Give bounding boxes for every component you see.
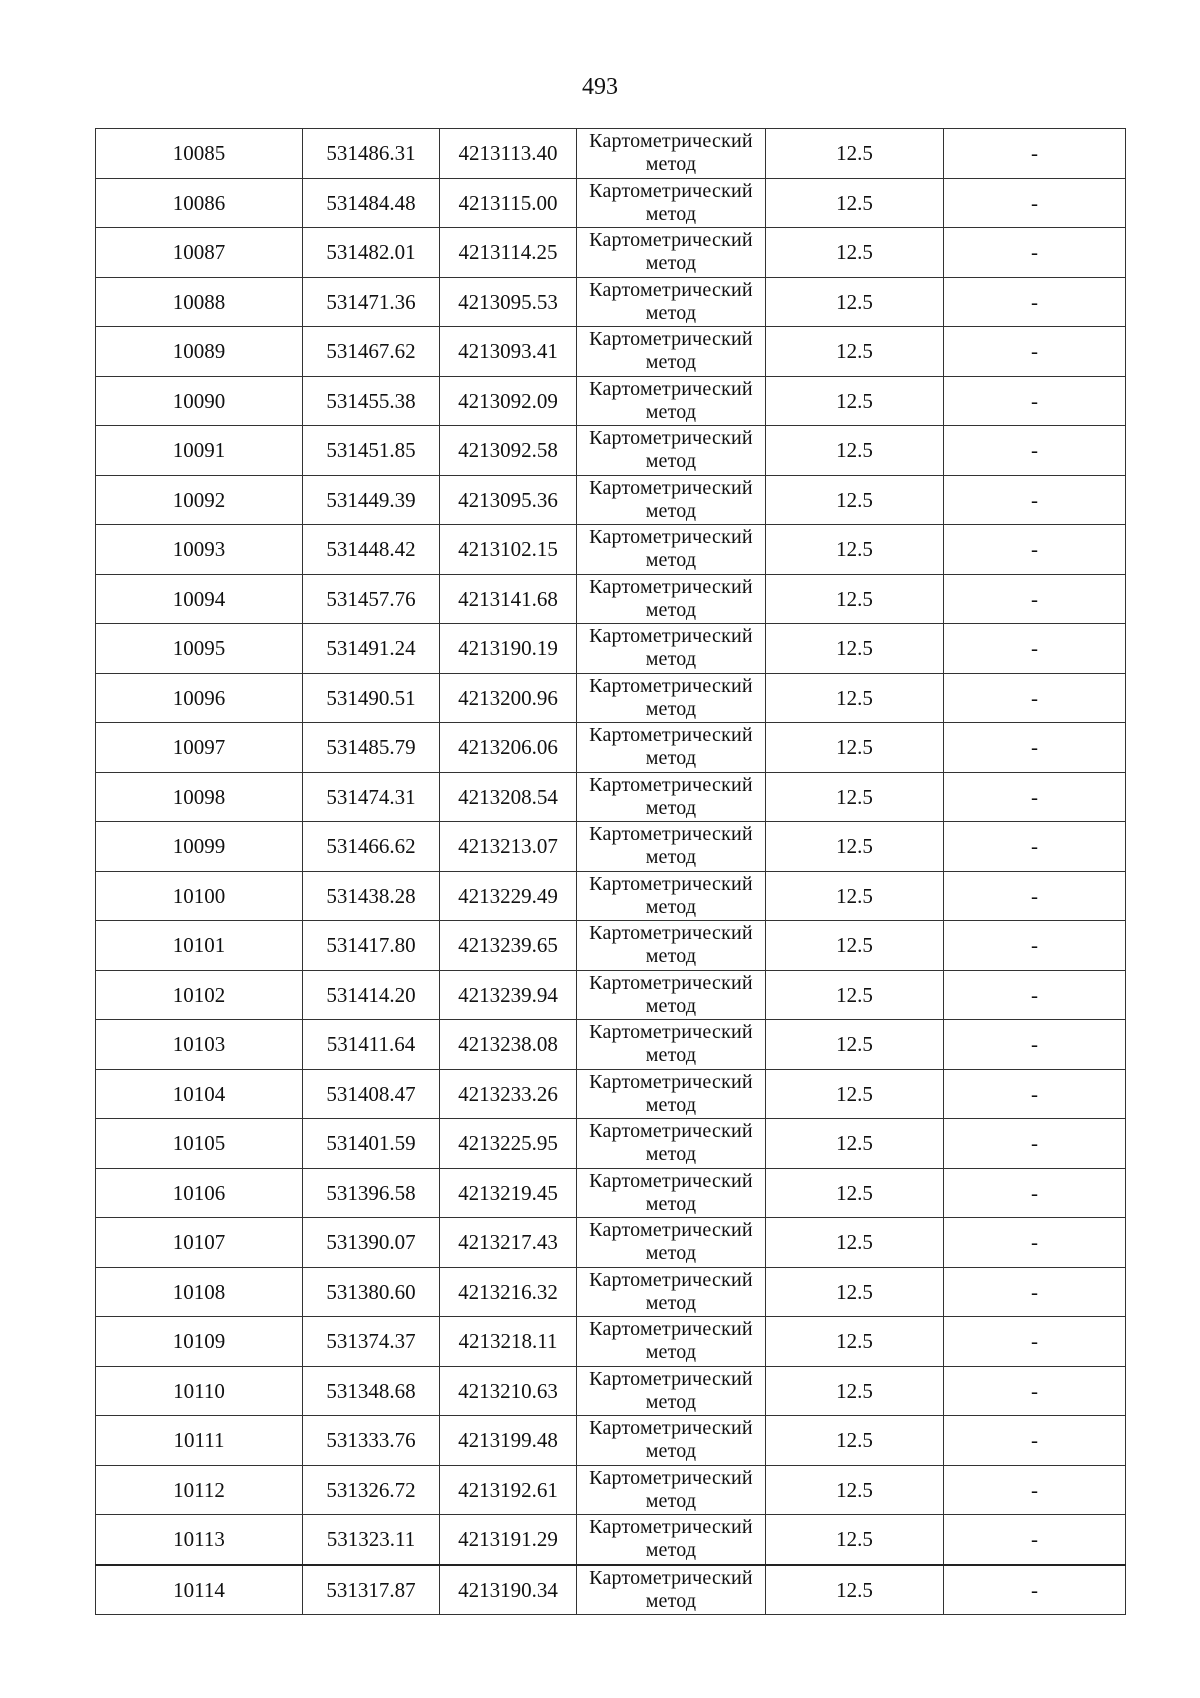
x-coordinate-cell: 531484.48 — [303, 178, 440, 228]
point-id-cell: 10088 — [96, 277, 303, 327]
point-id-cell: 10108 — [96, 1267, 303, 1317]
y-coordinate-cell: 4213115.00 — [440, 178, 577, 228]
accuracy-cell: 12.5 — [766, 1465, 944, 1515]
x-coordinate-cell: 531374.37 — [303, 1317, 440, 1367]
accuracy-cell: 12.5 — [766, 1317, 944, 1367]
point-id-cell: 10086 — [96, 178, 303, 228]
x-coordinate-cell: 531414.20 — [303, 970, 440, 1020]
method-line-2: метод — [645, 846, 697, 869]
x-coordinate-cell: 531491.24 — [303, 624, 440, 674]
note-cell: - — [944, 624, 1126, 674]
note-cell: - — [944, 1020, 1126, 1070]
table-body — [96, 129, 1126, 1615]
note-cell: - — [944, 1317, 1126, 1367]
y-coordinate-cell: 4213113.40 — [440, 129, 577, 179]
table-row — [96, 822, 1126, 872]
accuracy-cell: 12.5 — [766, 723, 944, 773]
method-cell — [577, 921, 766, 971]
method-line-1: Картометрический — [589, 1070, 753, 1093]
point-id-cell: 10102 — [96, 970, 303, 1020]
note-cell: - — [944, 228, 1126, 278]
table-row — [96, 1218, 1126, 1268]
point-id-cell: 10106 — [96, 1168, 303, 1218]
note-cell: - — [944, 1119, 1126, 1169]
accuracy-cell: 12.5 — [766, 525, 944, 575]
method-cell — [577, 327, 766, 377]
table-row — [96, 1366, 1126, 1416]
table-row — [96, 921, 1126, 971]
table-row — [96, 1020, 1126, 1070]
method-line-2: метод — [645, 1192, 697, 1215]
accuracy-cell: 12.5 — [766, 673, 944, 723]
x-coordinate-cell: 531333.76 — [303, 1416, 440, 1466]
point-id-cell: 10085 — [96, 129, 303, 179]
point-id-cell: 10090 — [96, 376, 303, 426]
x-coordinate-cell: 531390.07 — [303, 1218, 440, 1268]
method-line-1: Картометрический — [589, 872, 753, 895]
point-id-cell: 10095 — [96, 624, 303, 674]
x-coordinate-cell: 531449.39 — [303, 475, 440, 525]
method-line-2: метод — [645, 1489, 697, 1512]
method-line-1: Картометрический — [589, 1169, 753, 1192]
note-cell: - — [944, 871, 1126, 921]
accuracy-cell: 12.5 — [766, 1020, 944, 1070]
method-line-1: Картометрический — [589, 1516, 753, 1539]
method-line-1: Картометрический — [589, 1367, 753, 1390]
note-cell: - — [944, 723, 1126, 773]
method-line-2: метод — [645, 549, 697, 572]
y-coordinate-cell: 4213191.29 — [440, 1515, 577, 1565]
method-cell — [577, 178, 766, 228]
point-id-cell: 10089 — [96, 327, 303, 377]
method-line-2: метод — [645, 747, 697, 770]
point-id-cell: 10092 — [96, 475, 303, 525]
point-id-cell: 10096 — [96, 673, 303, 723]
x-coordinate-cell: 531438.28 — [303, 871, 440, 921]
table-row — [96, 772, 1126, 822]
method-line-1: Картометрический — [589, 377, 753, 400]
method-line-1: Картометрический — [589, 922, 753, 945]
method-line-2: метод — [645, 1242, 697, 1265]
x-coordinate-cell: 531323.11 — [303, 1515, 440, 1565]
table-row — [96, 178, 1126, 228]
table-row — [96, 1416, 1126, 1466]
point-id-cell: 10087 — [96, 228, 303, 278]
table-row — [96, 574, 1126, 624]
method-line-1: Картометрический — [589, 1268, 753, 1291]
y-coordinate-cell: 4213190.34 — [440, 1565, 577, 1615]
method-line-2: метод — [645, 1390, 697, 1413]
note-cell: - — [944, 673, 1126, 723]
accuracy-cell: 12.5 — [766, 1119, 944, 1169]
y-coordinate-cell: 4213092.58 — [440, 426, 577, 476]
x-coordinate-cell: 531482.01 — [303, 228, 440, 278]
note-cell: - — [944, 1565, 1126, 1615]
method-line-2: метод — [645, 499, 697, 522]
note-cell: - — [944, 1069, 1126, 1119]
accuracy-cell: 12.5 — [766, 1218, 944, 1268]
method-cell — [577, 624, 766, 674]
point-id-cell: 10105 — [96, 1119, 303, 1169]
method-line-2: метод — [645, 450, 697, 473]
method-cell — [577, 1565, 766, 1615]
y-coordinate-cell: 4213208.54 — [440, 772, 577, 822]
point-id-cell: 10103 — [96, 1020, 303, 1070]
table-row — [96, 871, 1126, 921]
method-cell — [577, 871, 766, 921]
method-cell — [577, 277, 766, 327]
method-line-2: метод — [645, 1044, 697, 1067]
y-coordinate-cell: 4213102.15 — [440, 525, 577, 575]
method-cell — [577, 1119, 766, 1169]
y-coordinate-cell: 4213219.45 — [440, 1168, 577, 1218]
accuracy-cell: 12.5 — [766, 129, 944, 179]
method-line-2: метод — [645, 1341, 697, 1364]
note-cell: - — [944, 1168, 1126, 1218]
accuracy-cell: 12.5 — [766, 1168, 944, 1218]
point-id-cell: 10094 — [96, 574, 303, 624]
method-cell — [577, 1069, 766, 1119]
method-line-2: метод — [645, 945, 697, 968]
note-cell: - — [944, 475, 1126, 525]
point-id-cell: 10112 — [96, 1465, 303, 1515]
note-cell: - — [944, 1515, 1126, 1565]
accuracy-cell: 12.5 — [766, 822, 944, 872]
method-line-1: Картометрический — [589, 1318, 753, 1341]
y-coordinate-cell: 4213206.06 — [440, 723, 577, 773]
table-row — [96, 1465, 1126, 1515]
accuracy-cell: 12.5 — [766, 1366, 944, 1416]
y-coordinate-cell: 4213141.68 — [440, 574, 577, 624]
table-row — [96, 1119, 1126, 1169]
point-id-cell: 10107 — [96, 1218, 303, 1268]
point-id-cell: 10098 — [96, 772, 303, 822]
method-cell — [577, 1366, 766, 1416]
method-cell — [577, 376, 766, 426]
point-id-cell: 10114 — [96, 1565, 303, 1615]
y-coordinate-cell: 4213199.48 — [440, 1416, 577, 1466]
table-row — [96, 228, 1126, 278]
table-row — [96, 129, 1126, 179]
table-row — [96, 475, 1126, 525]
point-id-cell: 10113 — [96, 1515, 303, 1565]
coordinates-table — [95, 128, 1126, 1615]
method-line-1: Картометрический — [589, 1120, 753, 1143]
y-coordinate-cell: 4213239.65 — [440, 921, 577, 971]
method-line-2: метод — [645, 252, 697, 275]
accuracy-cell: 12.5 — [766, 624, 944, 674]
method-line-1: Картометрический — [589, 427, 753, 450]
note-cell: - — [944, 970, 1126, 1020]
accuracy-cell: 12.5 — [766, 1565, 944, 1615]
note-cell: - — [944, 822, 1126, 872]
x-coordinate-cell: 531485.79 — [303, 723, 440, 773]
point-id-cell: 10097 — [96, 723, 303, 773]
accuracy-cell: 12.5 — [766, 1069, 944, 1119]
note-cell: - — [944, 1465, 1126, 1515]
method-cell — [577, 1416, 766, 1466]
note-cell: - — [944, 574, 1126, 624]
x-coordinate-cell: 531317.87 — [303, 1565, 440, 1615]
table-row — [96, 1168, 1126, 1218]
note-cell: - — [944, 178, 1126, 228]
method-line-1: Картометрический — [589, 773, 753, 796]
accuracy-cell: 12.5 — [766, 475, 944, 525]
y-coordinate-cell: 4213225.95 — [440, 1119, 577, 1169]
method-line-1: Картометрический — [589, 130, 753, 153]
point-id-cell: 10104 — [96, 1069, 303, 1119]
point-id-cell: 10101 — [96, 921, 303, 971]
method-line-1: Картометрический — [589, 674, 753, 697]
method-line-1: Картометрический — [589, 1566, 753, 1589]
note-cell: - — [944, 1366, 1126, 1416]
y-coordinate-cell: 4213218.11 — [440, 1317, 577, 1367]
method-cell — [577, 1168, 766, 1218]
y-coordinate-cell: 4213210.63 — [440, 1366, 577, 1416]
method-cell — [577, 673, 766, 723]
page-number: 493 — [582, 74, 618, 100]
note-cell: - — [944, 1218, 1126, 1268]
accuracy-cell: 12.5 — [766, 426, 944, 476]
method-line-1: Картометрический — [589, 229, 753, 252]
x-coordinate-cell: 531326.72 — [303, 1465, 440, 1515]
y-coordinate-cell: 4213093.41 — [440, 327, 577, 377]
y-coordinate-cell: 4213095.53 — [440, 277, 577, 327]
x-coordinate-cell: 531408.47 — [303, 1069, 440, 1119]
method-line-2: метод — [645, 1291, 697, 1314]
method-line-2: метод — [645, 648, 697, 671]
method-line-1: Картометрический — [589, 1417, 753, 1440]
x-coordinate-cell: 531348.68 — [303, 1366, 440, 1416]
method-line-1: Картометрический — [589, 724, 753, 747]
x-coordinate-cell: 531457.76 — [303, 574, 440, 624]
accuracy-cell: 12.5 — [766, 772, 944, 822]
method-line-1: Картометрический — [589, 575, 753, 598]
y-coordinate-cell: 4213213.07 — [440, 822, 577, 872]
accuracy-cell: 12.5 — [766, 1267, 944, 1317]
method-line-2: метод — [645, 1093, 697, 1116]
x-coordinate-cell: 531380.60 — [303, 1267, 440, 1317]
method-line-1: Картометрический — [589, 328, 753, 351]
note-cell: - — [944, 277, 1126, 327]
method-line-2: метод — [645, 1143, 697, 1166]
y-coordinate-cell: 4213192.61 — [440, 1465, 577, 1515]
note-cell: - — [944, 921, 1126, 971]
accuracy-cell: 12.5 — [766, 277, 944, 327]
note-cell: - — [944, 1416, 1126, 1466]
accuracy-cell: 12.5 — [766, 921, 944, 971]
method-cell — [577, 574, 766, 624]
x-coordinate-cell: 531455.38 — [303, 376, 440, 426]
method-line-2: метод — [645, 598, 697, 621]
method-cell — [577, 1317, 766, 1367]
y-coordinate-cell: 4213233.26 — [440, 1069, 577, 1119]
x-coordinate-cell: 531471.36 — [303, 277, 440, 327]
table-row — [96, 970, 1126, 1020]
note-cell: - — [944, 1267, 1126, 1317]
method-line-2: метод — [645, 400, 697, 423]
method-line-1: Картометрический — [589, 526, 753, 549]
y-coordinate-cell: 4213114.25 — [440, 228, 577, 278]
method-line-1: Картометрический — [589, 476, 753, 499]
method-cell — [577, 1020, 766, 1070]
accuracy-cell: 12.5 — [766, 574, 944, 624]
note-cell: - — [944, 129, 1126, 179]
x-coordinate-cell: 531486.31 — [303, 129, 440, 179]
note-cell: - — [944, 525, 1126, 575]
method-cell — [577, 970, 766, 1020]
y-coordinate-cell: 4213217.43 — [440, 1218, 577, 1268]
method-line-2: метод — [645, 1440, 697, 1463]
method-line-2: метод — [645, 1589, 697, 1612]
method-line-2: метод — [645, 697, 697, 720]
method-cell — [577, 822, 766, 872]
table-row — [96, 1515, 1126, 1565]
y-coordinate-cell: 4213095.36 — [440, 475, 577, 525]
note-cell: - — [944, 376, 1126, 426]
y-coordinate-cell: 4213229.49 — [440, 871, 577, 921]
method-line-1: Картометрический — [589, 823, 753, 846]
point-id-cell: 10109 — [96, 1317, 303, 1367]
table-row — [96, 673, 1126, 723]
table-row — [96, 723, 1126, 773]
note-cell: - — [944, 772, 1126, 822]
accuracy-cell: 12.5 — [766, 376, 944, 426]
method-cell — [577, 475, 766, 525]
accuracy-cell: 12.5 — [766, 871, 944, 921]
method-cell — [577, 228, 766, 278]
point-id-cell: 10099 — [96, 822, 303, 872]
accuracy-cell: 12.5 — [766, 1416, 944, 1466]
method-line-1: Картометрический — [589, 1219, 753, 1242]
y-coordinate-cell: 4213238.08 — [440, 1020, 577, 1070]
x-coordinate-cell: 531411.64 — [303, 1020, 440, 1070]
x-coordinate-cell: 531466.62 — [303, 822, 440, 872]
point-id-cell: 10093 — [96, 525, 303, 575]
method-line-2: метод — [645, 301, 697, 324]
table-row — [96, 624, 1126, 674]
accuracy-cell: 12.5 — [766, 327, 944, 377]
table-row — [96, 426, 1126, 476]
method-line-1: Картометрический — [589, 1021, 753, 1044]
point-id-cell: 10100 — [96, 871, 303, 921]
accuracy-cell: 12.5 — [766, 970, 944, 1020]
y-coordinate-cell: 4213216.32 — [440, 1267, 577, 1317]
method-cell — [577, 772, 766, 822]
method-line-2: метод — [645, 351, 697, 374]
method-line-2: метод — [645, 994, 697, 1017]
accuracy-cell: 12.5 — [766, 1515, 944, 1565]
x-coordinate-cell: 531467.62 — [303, 327, 440, 377]
note-cell: - — [944, 327, 1126, 377]
table-row — [96, 1317, 1126, 1367]
method-line-1: Картометрический — [589, 179, 753, 202]
point-id-cell: 10091 — [96, 426, 303, 476]
x-coordinate-cell: 531490.51 — [303, 673, 440, 723]
method-line-2: метод — [645, 1539, 697, 1562]
x-coordinate-cell: 531448.42 — [303, 525, 440, 575]
table-row — [96, 1565, 1126, 1615]
method-line-2: метод — [645, 202, 697, 225]
y-coordinate-cell: 4213200.96 — [440, 673, 577, 723]
x-coordinate-cell: 531401.59 — [303, 1119, 440, 1169]
table-row — [96, 277, 1126, 327]
method-line-2: метод — [645, 796, 697, 819]
method-line-2: метод — [645, 895, 697, 918]
method-cell — [577, 1267, 766, 1317]
method-line-1: Картометрический — [589, 625, 753, 648]
method-line-1: Картометрический — [589, 1466, 753, 1489]
method-line-1: Картометрический — [589, 278, 753, 301]
accuracy-cell: 12.5 — [766, 178, 944, 228]
y-coordinate-cell: 4213239.94 — [440, 970, 577, 1020]
y-coordinate-cell: 4213092.09 — [440, 376, 577, 426]
method-cell — [577, 525, 766, 575]
method-cell — [577, 1218, 766, 1268]
x-coordinate-cell: 531417.80 — [303, 921, 440, 971]
table-row — [96, 525, 1126, 575]
method-line-2: метод — [645, 153, 697, 176]
note-cell: - — [944, 426, 1126, 476]
method-line-1: Картометрический — [589, 971, 753, 994]
method-cell — [577, 129, 766, 179]
x-coordinate-cell: 531474.31 — [303, 772, 440, 822]
method-cell — [577, 723, 766, 773]
point-id-cell: 10110 — [96, 1366, 303, 1416]
table-row — [96, 327, 1126, 377]
point-id-cell: 10111 — [96, 1416, 303, 1466]
method-cell — [577, 1515, 766, 1565]
x-coordinate-cell: 531451.85 — [303, 426, 440, 476]
table-row — [96, 1267, 1126, 1317]
method-cell — [577, 426, 766, 476]
x-coordinate-cell: 531396.58 — [303, 1168, 440, 1218]
accuracy-cell: 12.5 — [766, 228, 944, 278]
table-row — [96, 1069, 1126, 1119]
method-cell — [577, 1465, 766, 1515]
y-coordinate-cell: 4213190.19 — [440, 624, 577, 674]
table-row — [96, 376, 1126, 426]
